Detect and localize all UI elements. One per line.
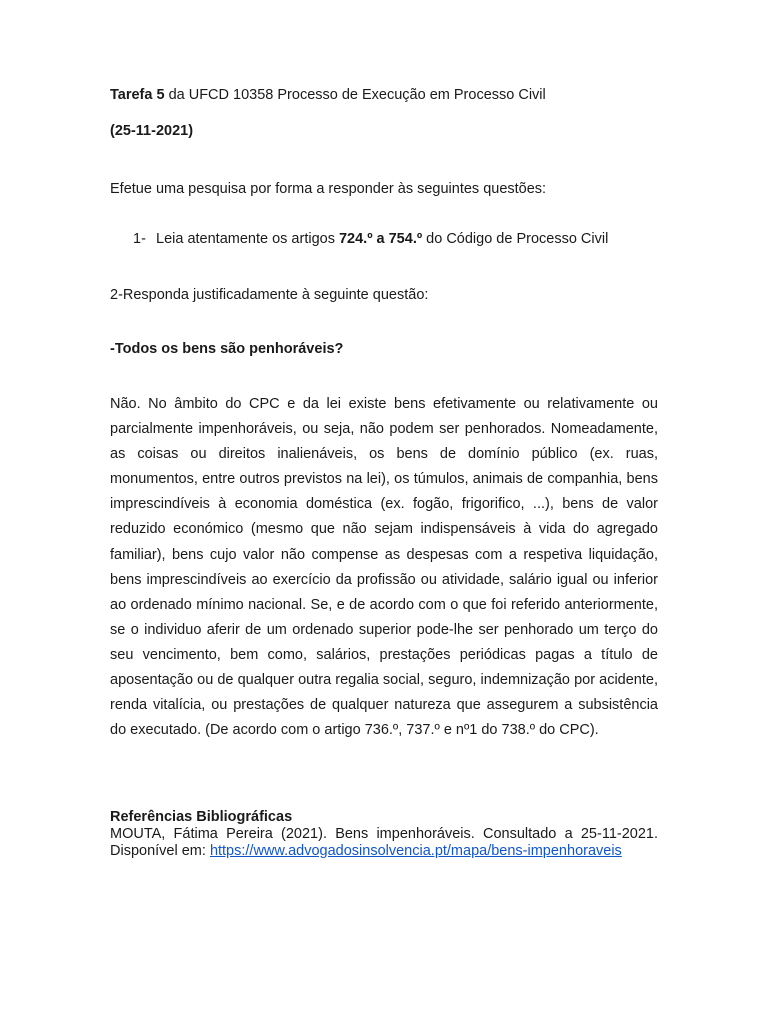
question-2: 2-Responda justificadamente à seguinte questão:	[110, 287, 429, 303]
references-heading: Referências Bibliográficas	[110, 809, 293, 825]
question-heading: -Todos os bens são penhoráveis?	[110, 341, 344, 357]
intro-text: Efetue uma pesquisa por forma a responder às seguintes questões:	[110, 181, 547, 197]
reference-text: MOUTA, Fátima Pereira (2021). Bens impenhoráveis. Consultado a 25-11-2021. Disponível em:	[110, 826, 658, 859]
document-date: (25-11-2021)	[110, 123, 194, 139]
answer-paragraph: Não. No âmbito do CPC e da lei existe bens efetivamente ou relativamente ou parcialmente impenhoráveis, ou seja, não podem ser penhorados. Nomeadamente, as coisas ou direitos inalienáveis, os bens de domínio público (ex. ruas, monumentos, entre outros previstos na lei), os túmulos, animais de companhia, bens imprescindíveis à economia doméstica (ex. fogão, frigorifico, ...), bens de valor reduzido económico (mesmo que não sejam indispensáveis à vida do agregado familiar), bens cujo valor não compense as despesas com a respetiva liquidação, bens imprescindíveis ao exercício da profissão ou atividade, salário igual ou inferior ao ordenado mínimo nacional. Se, e de acordo com o que foi referido anteriormente, se o individuo aferir de um ordenado superior pode-lhe ser penhorado um terço do seu vencimento, bem como, salários, prestações periódicas pagas a título de aposentação ou de qualquer outra regalia social, seguro, indemnização por acidente, renda vitalícia, ou prestações de qualquer natureza que assegurem a subsistência do executado. (De acordo com o artigo 736.º, 737.º e nº1 do 738.º do CPC).	[110, 396, 658, 739]
document-title	[110, 85, 658, 105]
list-item-1	[133, 229, 663, 249]
item1-articles: 724.º a 754.º	[338, 231, 423, 247]
list-item-number: 1-	[133, 231, 146, 247]
item1-text-after: do Código de Processo Civil	[422, 231, 609, 247]
reference-link[interactable]: https://www.advogadosinsolvencia.pt/mapa/bens-impenhoraveis	[209, 843, 622, 859]
reference-entry	[110, 826, 658, 860]
task-label: Tarefa 5	[110, 87, 165, 103]
title-text: da UFCD 10358 Processo de Execução em Processo Civil	[164, 87, 546, 103]
item1-text-before: Leia atentamente os artigos	[156, 231, 339, 247]
